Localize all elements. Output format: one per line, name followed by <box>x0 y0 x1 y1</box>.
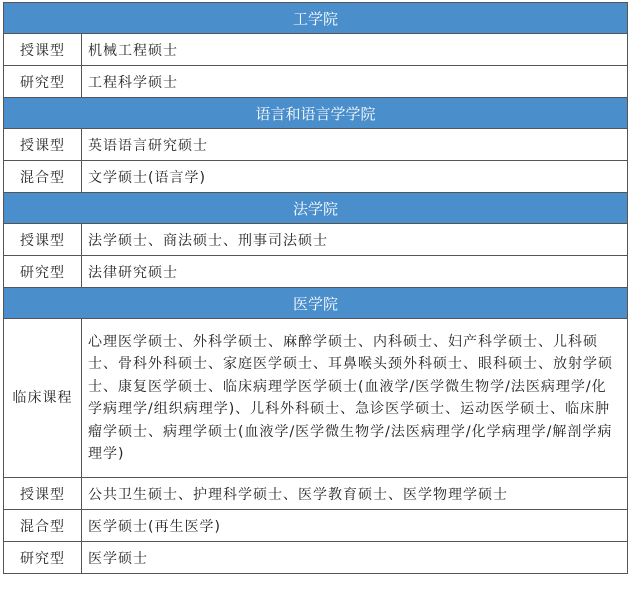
section-header-row <box>4 193 628 224</box>
program-type: 混合型 <box>4 510 82 542</box>
section-header-row <box>4 98 628 129</box>
program-type: 临床课程 <box>4 319 82 478</box>
program-list: 医学硕士(再生医学) <box>82 510 628 542</box>
program-list: 英语语言研究硕士 <box>82 129 628 161</box>
table-row <box>4 319 628 478</box>
program-type: 授课型 <box>4 478 82 510</box>
program-type: 研究型 <box>4 66 82 98</box>
table-row <box>4 129 628 161</box>
program-list: 公共卫生硕士、护理科学硕士、医学教育硕士、医学物理学硕士 <box>82 478 628 510</box>
program-list: 心理医学硕士、外科学硕士、麻醉学硕士、内科硕士、妇产科学硕士、儿科硕士、骨科外科硕士、家庭医学硕士、耳鼻喉头颈外科硕士、眼科硕士、放射学硕士、康复医学硕士、临床病理学医学硕士(血液学/医学微生物学/法医病理学/化学病理学/组织病理学)、儿科外科硕士、急诊医学硕士、运动医学硕士、临床肿瘤学硕士、病理学硕士(血液学/医学微生物学/法医病理学/化学病理学/解剖学病理学) <box>82 319 628 478</box>
program-list: 医学硕士 <box>82 542 628 574</box>
section-header: 工学院 <box>4 3 628 34</box>
program-list: 法律研究硕士 <box>82 256 628 288</box>
program-type: 授课型 <box>4 34 82 66</box>
programs-table <box>3 2 628 574</box>
program-list: 工程科学硕士 <box>82 66 628 98</box>
program-type: 研究型 <box>4 542 82 574</box>
programs-table-container <box>3 2 627 574</box>
table-row <box>4 66 628 98</box>
section-header: 语言和语言学学院 <box>4 98 628 129</box>
table-row <box>4 510 628 542</box>
program-list: 法学硕士、商法硕士、刑事司法硕士 <box>82 224 628 256</box>
program-list: 文学硕士(语言学) <box>82 161 628 193</box>
table-row <box>4 542 628 574</box>
table-row <box>4 34 628 66</box>
section-header: 医学院 <box>4 288 628 319</box>
section-header-row <box>4 3 628 34</box>
program-type: 授课型 <box>4 224 82 256</box>
table-row <box>4 161 628 193</box>
section-header-row <box>4 288 628 319</box>
table-row <box>4 224 628 256</box>
program-type: 混合型 <box>4 161 82 193</box>
program-type: 研究型 <box>4 256 82 288</box>
program-type: 授课型 <box>4 129 82 161</box>
table-row <box>4 256 628 288</box>
section-header: 法学院 <box>4 193 628 224</box>
program-list: 机械工程硕士 <box>82 34 628 66</box>
table-row <box>4 478 628 510</box>
